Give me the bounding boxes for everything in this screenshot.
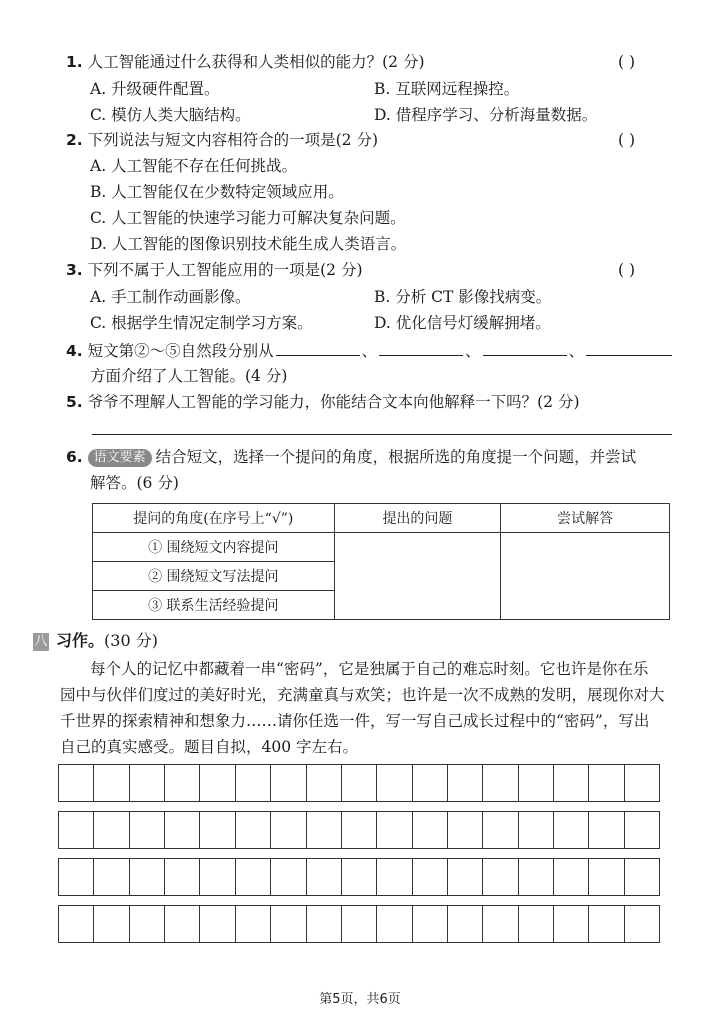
question-4 xyxy=(66,339,674,362)
grid-cell[interactable] xyxy=(483,765,518,801)
grid-row[interactable] xyxy=(58,905,660,943)
question-number: 3. xyxy=(66,261,83,279)
question-number: 6. xyxy=(66,448,83,466)
grid-cell[interactable] xyxy=(59,812,94,848)
grid-cell[interactable] xyxy=(554,859,589,895)
grid-cell[interactable] xyxy=(448,859,483,895)
grid-cell[interactable] xyxy=(448,906,483,942)
fill-blank-2[interactable] xyxy=(379,339,463,356)
grid-cell[interactable] xyxy=(483,859,518,895)
grid-cell[interactable] xyxy=(483,906,518,942)
question-number: 4. xyxy=(66,342,83,360)
grid-cell[interactable] xyxy=(165,812,200,848)
option-a[interactable]: A. 升级硬件配置。 xyxy=(90,80,220,98)
grid-row[interactable] xyxy=(58,858,660,896)
grid-cell[interactable] xyxy=(625,906,659,942)
question-stem: 结合短文，选择一个提问的角度，根据所选的角度提一个问题，并尝试 xyxy=(155,448,637,466)
grid-cell[interactable] xyxy=(519,812,554,848)
table-header-row xyxy=(93,504,670,533)
page-footer: 第5页，共6页 xyxy=(319,992,401,1007)
angle-option-3[interactable]: ③ 联系生活经验提问 xyxy=(93,591,335,620)
answer-cell[interactable] xyxy=(501,533,670,620)
grid-cell[interactable] xyxy=(519,859,554,895)
option-d[interactable]: D. 优化信号灯缓解拥堵。 xyxy=(374,314,551,332)
question-stem: 下列不属于人工智能应用的一项是(2 分) xyxy=(87,261,363,279)
separator: 、 xyxy=(361,342,378,360)
grid-cell[interactable] xyxy=(413,906,448,942)
option-b[interactable]: B. 互联网远程操控。 xyxy=(374,80,520,98)
separator: 、 xyxy=(465,342,481,360)
grid-cell[interactable] xyxy=(236,859,271,895)
fill-blank-4[interactable] xyxy=(586,339,672,356)
option-d[interactable]: D. 人工智能的图像识别技术能生成人类语言。 xyxy=(90,235,407,253)
grid-cell[interactable] xyxy=(483,812,518,848)
grid-cell[interactable] xyxy=(625,859,659,895)
grid-cell[interactable] xyxy=(519,765,554,801)
question-2 xyxy=(66,129,378,151)
grid-cell[interactable] xyxy=(307,906,342,942)
grid-cell[interactable] xyxy=(165,765,200,801)
grid-cell[interactable] xyxy=(342,906,377,942)
grid-cell[interactable] xyxy=(130,765,165,801)
question-1 xyxy=(66,51,425,73)
table-header: 提出的问题 xyxy=(334,504,501,533)
option-b[interactable]: B. 分析 CT 影像找病变。 xyxy=(374,288,552,306)
grid-cell[interactable] xyxy=(94,765,129,801)
question-cell[interactable] xyxy=(334,533,501,620)
question-6 xyxy=(66,446,636,468)
option-c[interactable]: C. 根据学生情况定制学习方案。 xyxy=(90,314,313,332)
grid-cell[interactable] xyxy=(271,765,306,801)
table-header: 尝试解答 xyxy=(501,504,670,533)
grid-cell[interactable] xyxy=(271,859,306,895)
prompt-line-2: 园中与伙伴们度过的美好时光，充满童真与欢笑；也许是一次不成熟的发明，展现你对大 xyxy=(60,686,665,704)
section-title-text: 习作。 xyxy=(56,631,105,650)
question-number: 2. xyxy=(66,131,83,149)
grid-row[interactable] xyxy=(58,811,660,849)
grid-cell[interactable] xyxy=(589,765,624,801)
option-a[interactable]: A. 手工制作动画影像。 xyxy=(90,288,251,306)
table-row xyxy=(93,533,670,562)
table-header: 提问的角度(在序号上“√”) xyxy=(93,504,335,533)
question-number: 1. xyxy=(66,53,83,71)
question-stem-a: 短文第②～⑤自然段分别从 xyxy=(87,342,274,360)
grid-cell[interactable] xyxy=(200,765,235,801)
answer-parenthesis[interactable]: ( ) xyxy=(618,53,636,71)
answer-parenthesis[interactable]: ( ) xyxy=(618,261,636,279)
grid-cell[interactable] xyxy=(94,812,129,848)
grid-cell[interactable] xyxy=(589,906,624,942)
question-number: 5. xyxy=(66,393,83,411)
prompt-line-3: 千世界的探索精神和想象力……请你任选一件，写一写自己成长过程中的“密码”，写出 xyxy=(60,712,650,730)
grid-cell[interactable] xyxy=(377,859,412,895)
option-a[interactable]: A. 人工智能不存在任何挑战。 xyxy=(90,157,298,175)
angle-option-2[interactable]: ② 围绕短文写法提问 xyxy=(93,562,335,591)
question-4-cont: 方面介绍了人工智能。(4 分) xyxy=(90,367,288,385)
angle-option-1[interactable]: ① 围绕短文内容提问 xyxy=(93,533,335,562)
grid-cell[interactable] xyxy=(307,765,342,801)
grid-cell[interactable] xyxy=(130,906,165,942)
grid-cell[interactable] xyxy=(165,906,200,942)
answer-line[interactable] xyxy=(92,434,672,435)
grid-cell[interactable] xyxy=(625,765,659,801)
grid-cell[interactable] xyxy=(342,812,377,848)
grid-cell[interactable] xyxy=(554,765,589,801)
section-title xyxy=(56,630,158,652)
grid-cell[interactable] xyxy=(519,906,554,942)
grid-cell[interactable] xyxy=(307,812,342,848)
grid-cell[interactable] xyxy=(200,906,235,942)
grid-cell[interactable] xyxy=(200,812,235,848)
grid-cell[interactable] xyxy=(307,859,342,895)
grid-cell[interactable] xyxy=(413,812,448,848)
grid-cell[interactable] xyxy=(625,812,659,848)
grid-cell[interactable] xyxy=(271,812,306,848)
grid-cell[interactable] xyxy=(448,765,483,801)
fill-blank-1[interactable] xyxy=(276,339,360,356)
answer-parenthesis[interactable]: ( ) xyxy=(618,131,636,149)
separator: 、 xyxy=(568,342,585,360)
grid-cell[interactable] xyxy=(342,859,377,895)
question-6-cont: 解答。(6 分) xyxy=(90,474,179,492)
question-stem: 爷爷不理解人工智能的学习能力，你能结合文本向他解释一下吗？(2 分) xyxy=(87,393,580,411)
question-stem: 下列说法与短文内容相符合的一项是(2 分) xyxy=(87,131,379,149)
question-3 xyxy=(66,259,363,281)
prompt-line-1: 每个人的记忆中都藏着一串“密码”，它是独属于自己的难忘时刻。它也许是你在乐 xyxy=(90,660,649,678)
grid-cell[interactable] xyxy=(342,765,377,801)
grid-cell[interactable] xyxy=(413,859,448,895)
grid-cell[interactable] xyxy=(236,906,271,942)
section-points: (30 分) xyxy=(104,631,158,650)
grid-row[interactable] xyxy=(58,764,660,802)
grid-cell[interactable] xyxy=(271,906,306,942)
question-5 xyxy=(66,391,580,413)
option-b[interactable]: B. 人工智能仅在少数特定领域应用。 xyxy=(90,183,344,201)
grid-cell[interactable] xyxy=(554,906,589,942)
fill-blank-3[interactable] xyxy=(483,339,567,356)
grid-cell[interactable] xyxy=(377,906,412,942)
option-d[interactable]: D. 借程序学习、分析海量数据。 xyxy=(374,106,598,124)
grid-cell[interactable] xyxy=(94,859,129,895)
grid-cell[interactable] xyxy=(59,906,94,942)
grid-cell[interactable] xyxy=(94,906,129,942)
prompt-line-4: 自己的真实感受。题目自拟，400 字左右。 xyxy=(60,738,359,756)
grid-cell[interactable] xyxy=(236,765,271,801)
grid-cell[interactable] xyxy=(448,812,483,848)
writing-grid[interactable] xyxy=(58,764,660,943)
grid-cell[interactable] xyxy=(130,812,165,848)
grid-cell[interactable] xyxy=(130,859,165,895)
option-c[interactable]: C. 模仿人类大脑结构。 xyxy=(90,106,251,124)
grid-cell[interactable] xyxy=(200,859,235,895)
grid-cell[interactable] xyxy=(554,812,589,848)
grid-cell[interactable] xyxy=(589,812,624,848)
section-marker: 八 xyxy=(34,634,48,649)
option-c[interactable]: C. 人工智能的快速学习能力可解决复杂问题。 xyxy=(90,209,406,227)
grid-cell[interactable] xyxy=(59,859,94,895)
grid-cell[interactable] xyxy=(59,765,94,801)
question-angle-table xyxy=(92,503,670,620)
grid-cell[interactable] xyxy=(377,765,412,801)
grid-cell[interactable] xyxy=(377,812,412,848)
grid-cell[interactable] xyxy=(413,765,448,801)
question-stem: 人工智能通过什么获得和人类相似的能力？(2 分) xyxy=(87,53,425,71)
grid-cell[interactable] xyxy=(236,812,271,848)
grid-cell[interactable] xyxy=(589,859,624,895)
language-element-badge: 语文要素 xyxy=(88,449,152,467)
grid-cell[interactable] xyxy=(165,859,200,895)
